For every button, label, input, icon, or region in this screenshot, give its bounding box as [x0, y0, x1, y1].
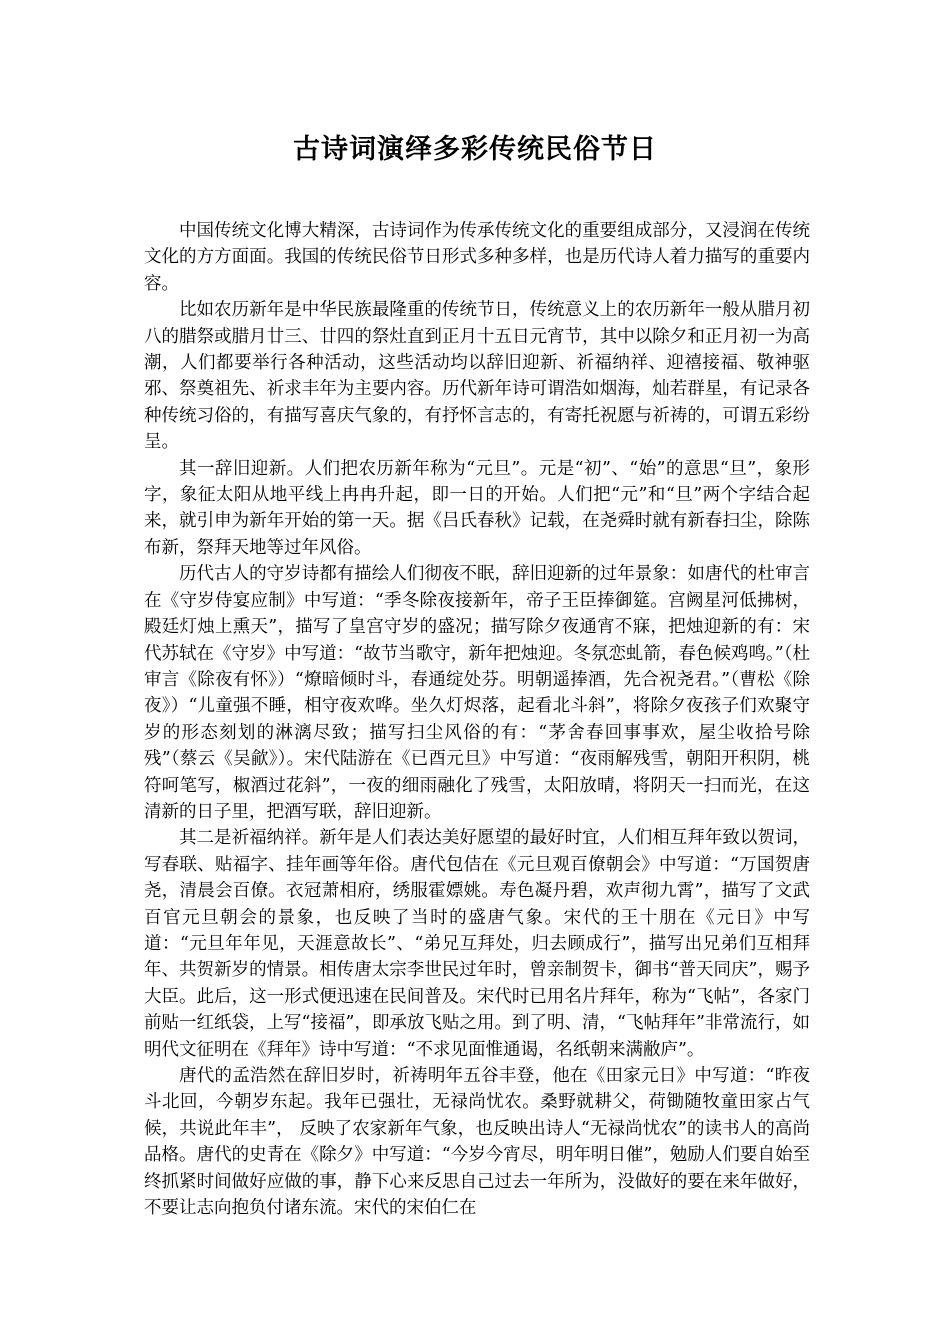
paragraph: 唐代的孟浩然在辞旧岁时，祈祷明年五谷丰登，他在《田家元日》中写道：“昨夜斗北回，今朝岁东起。我年已强壮，无禄尚忧农。桑野就耕父，荷锄随牧童田家占气候，共说此年丰”， 反映了农家新年气象，也反映出诗人“无禄尚忧农”的读书人的高尚品格。唐代的史青在《除夕》中写道：“今岁今宵尽，明年明日催”，勉励人们要自始至终抓紧时间做好应做的事，静下心来反思自己过去一年所为，没做好的要在来年做好，不要让志向抱负付诸东流。宋代的宋伯仁在 — [144, 1066, 810, 1219]
paragraph: 历代古人的守岁诗都有描绘人们彻夜不眠，辞旧迎新的过年景象：如唐代的杜审言在《守岁侍宴应制》中写道：“季冬除夜接新年，帝子王臣捧御筵。宫阙星河低拂树，殿廷灯烛上熏天”，描写了皇宫守岁的盛况；描写除夕夜通宵不寐，把烛迎新的有：宋代苏轼在《守岁》中写道：“故节当歌守，新年把烛迎。冬氛恋虬箭，春色候鸡鸣。”（杜审言《除夜有怀》）“燎暗倾时斗，春通绽处芬。明朝遥捧酒，先合祝尧君。”（曹松《除夜》）“儿童强不睡，相守夜欢哗。坐久灯烬落，起看北斗斜”，将除夕夜孩子们欢聚守岁的形态刻划的淋漓尽致；描写扫尘风俗的有：“茅舍春回事事欢，屋尘收拾号除残”（蔡云《吴歈》）。宋代陆游在《已酉元旦》中写道：“夜雨解残雪，朝阳开积阴，桃符呵笔写，椒酒过花斜”，一夜的细雨融化了残雪，太阳放晴，将阴天一扫而光，在这清新的日子里，把酒写联，辞旧迎新。 — [144, 564, 810, 822]
paragraph: 比如农历新年是中华民族最隆重的传统节日，传统意义上的农历新年一般从腊月初八的腊祭或腊月廿三、廿四的祭灶直到正月十五日元宵节，其中以除夕和正月初一为高潮，人们都要举行各种活动，这些活动均以辞旧迎新、祈福纳祥、迎禧接福、敬神驱邪、祭奠祖先、祈求丰年为主要内容。历代新年诗可谓浩如烟海，灿若群星，有记录各种传统习俗的，有描写喜庆气象的，有抒怀言志的，有寄托祝愿与祈祷的，可谓五彩纷呈。 — [144, 300, 810, 453]
paragraph: 中国传统文化博大精深，古诗词作为传承传统文化的重要组成部分，又浸润在传统文化的方方面面。我国的传统民俗节日形式多种多样，也是历代诗人着力描写的重要内容。 — [144, 221, 810, 294]
document-body — [144, 218, 810, 1221]
paragraph: 其一辞旧迎新。人们把农历新年称为“元旦”。元是“初”、“始”的意思“旦”，象形字，象征太阳从地平线上冉冉升起，即一日的开始。人们把“元”和“旦”两个字结合起来，就引申为新年开始的第一天。据《吕氏春秋》记载，在尧舜时就有新春扫尘，除陈布新，祭拜天地等过年风俗。 — [144, 458, 810, 558]
page-title: 古诗词演绎多彩传统民俗节日 — [293, 134, 657, 165]
paragraph: 其二是祈福纳祥。新年是人们表达美好愿望的最好时宜，人们相互拜年致以贺词，写春联、贴福字、挂年画等年俗。唐代包佶在《元旦观百僚朝会》中写道：“万国贺唐尧，清晨会百僚。衣冠萧相府，绣服霍嫖姚。寿色凝丹碧，欢声彻九霄”，描写了文武百官元旦朝会的景象，也反映了当时的盛唐气象。宋代的王十朋在《元日》中写道：“元旦年年见，天涯意故长”、“弟兄互拜处，归去顾成行”，描写出兄弟们互相拜年、共贺新岁的情景。相传唐太宗李世民过年时，曾亲制贺卡，御书“普天同庆”，赐予大臣。此后，这一形式便迅速在民间普及。宋代时已用名片拜年，称为“飞帖”，各家门前贴一红纸袋，上写“接福”，即承放飞贴之用。到了明、清，“飞帖拜年”非常流行，如明代文征明在《拜年》诗中写道：“不求见面惟通谒，名纸朝来满敝庐”。 — [144, 828, 810, 1060]
